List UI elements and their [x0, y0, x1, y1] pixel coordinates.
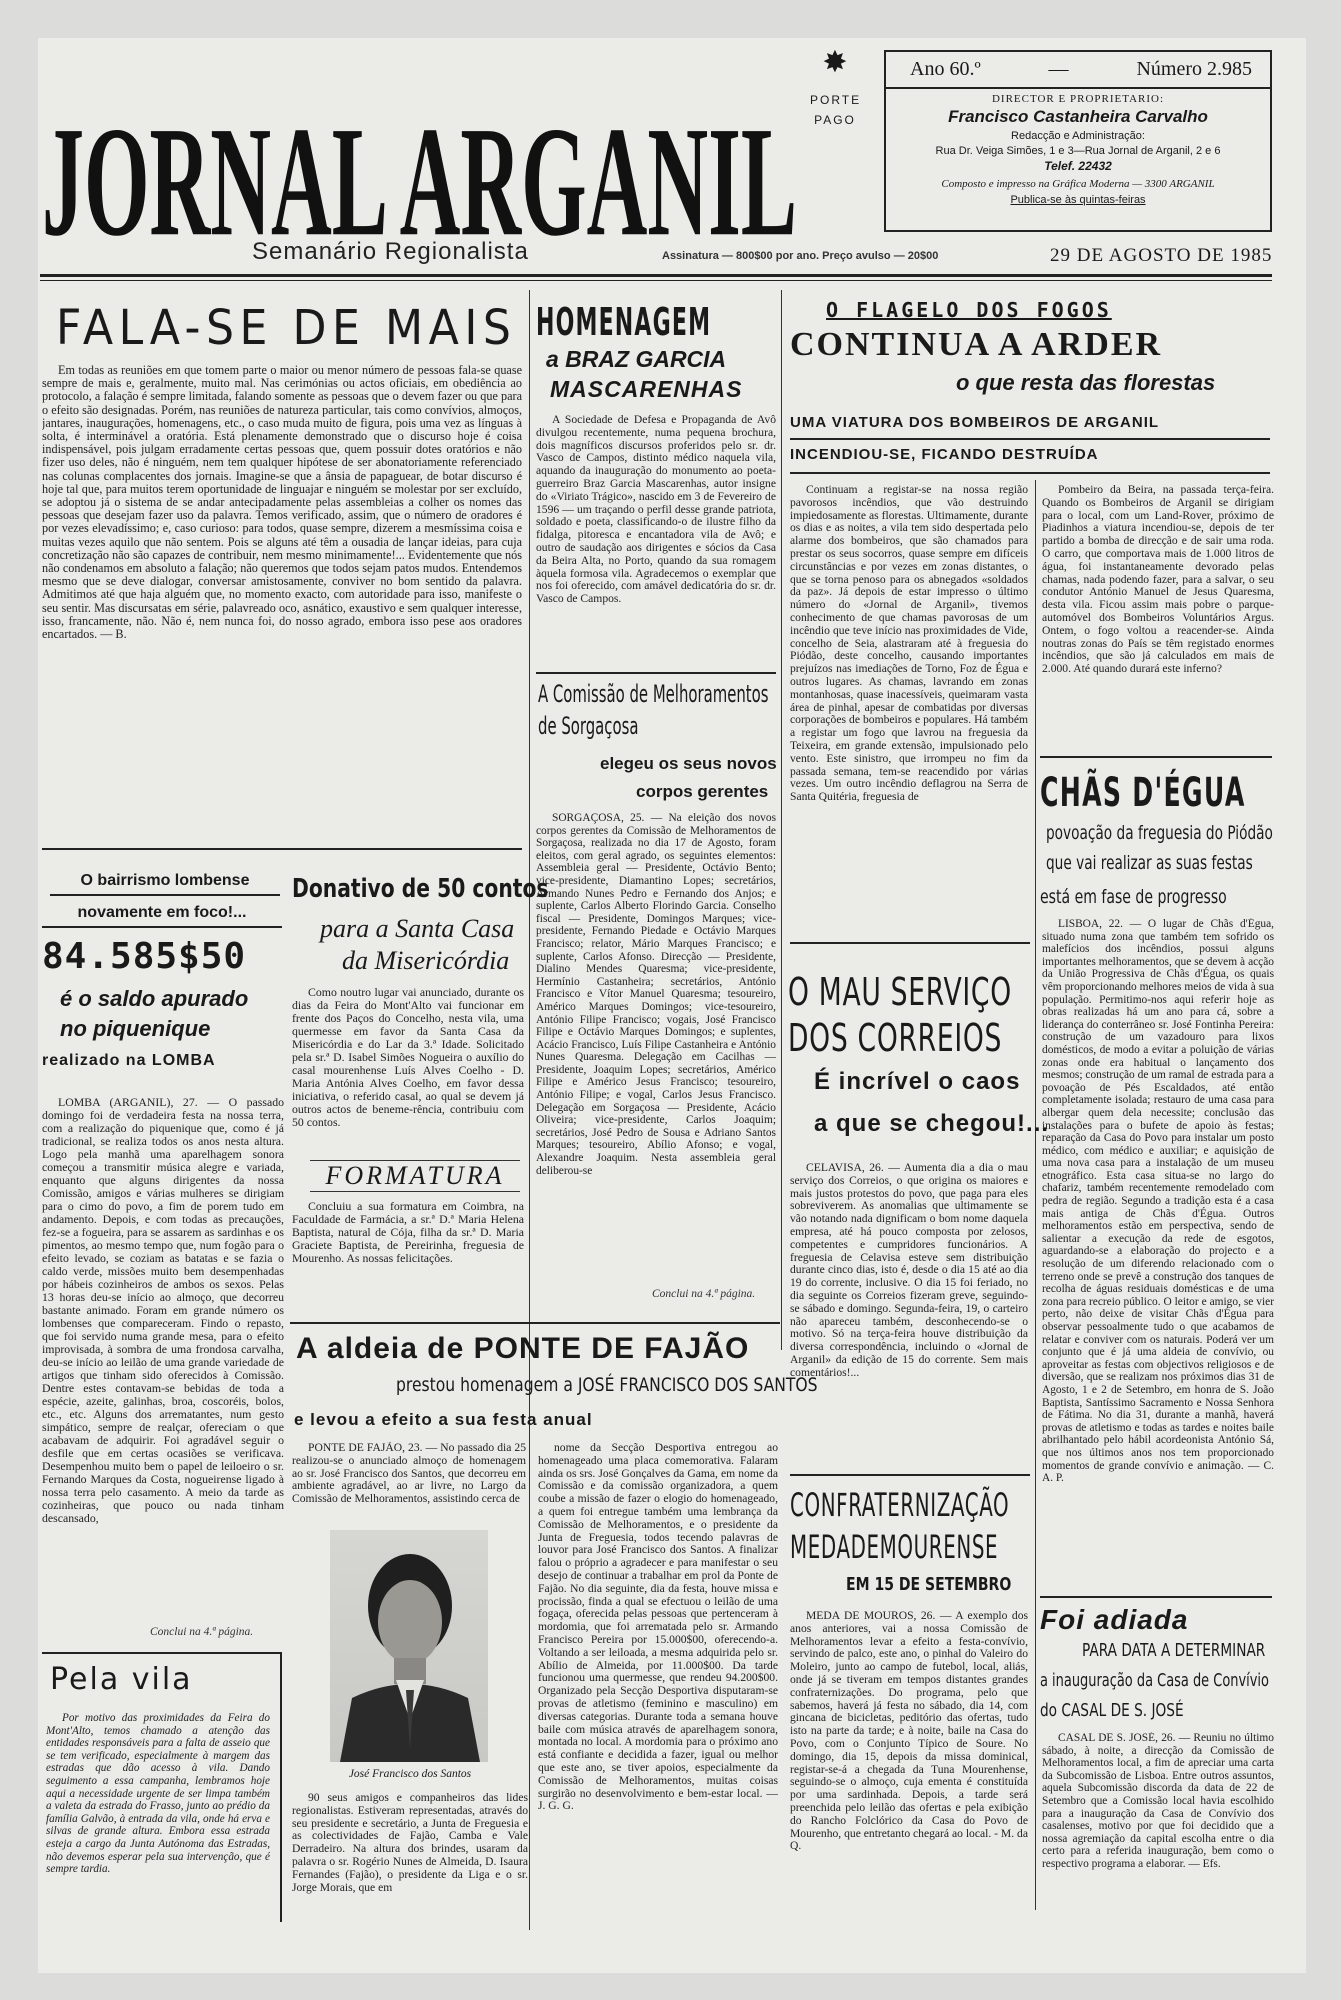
flagelo-sub: o que resta das florestas	[956, 370, 1216, 395]
bairrismo-line-2: no piquenique	[60, 1016, 211, 1041]
bairrismo-body: LOMBA (ARGANIL), 27. — O passado domingo foi de verdadeira festa na nossa terra, com a realização do piquenique que, como é já tradicional, se realiza todos os anos nesta altura. Logo pela manhã uma aparelhagem sonora começou a transmitir música alegre e variada, enquanto que alguns dirigentes da nossa Comissão, amigos e várias mulheres se dirigiam para o cimo do povo, a fim de porem tudo em andamento. Depois, e com todas as precauções, fez-se a fogueira, para se assarem as sardinhas e os pimentos, ao mesmo tempo que, num fogão para o efeito levado, se coziam as batatas e se fazia o caldo verde, missões muito bem desempenhadas por hábeis cozinheiros de ambos os sexos. Pelas 13 horas deu-se início ao almoço, que decorreu bastante animado. Foram em grande número os lombenses que compareceram. Findo o repasto, que foi servido numa grande mesa, para o efeito improvisada, à sombra de uma frondosa carvalha, deu-se início ao leilão de uma grande variedade de artigos que tinham sido oferecidos à Comissão. Dentre estes contavam-se bebidas de toda a espécie, azeite, galinhas, broa, coscoréis, bolos, etc., etc. Alguns dos arrematantes, num gesto simpático, sempre de realçar, ofereciam o que acabavam de adquirir. Foi agradável seguir o desfile que em certas ocasiões se verificava. Desempenhou muito bem o papel de leiloeiro o sr. Fernando Marques da Costa, nogueirense ligado à nossa terra pelo casamento. A meio da tarde as cozinheiras, que pouco ou nada tinham descansado,	[42, 1096, 284, 1525]
homenagem-body: A Sociedade de Defesa e Propaganda de Avô divulgou recentemente, numa pequena brochura, dois magníficos discursos proferidos pelo sr. dr. Vasco de Campos, distinto médico naquela vila, aquando da inauguração do monumento ao poeta-guerreiro Braz Garcia Mascarenhas, autor insigne do «Viriato Trágico», nascido em 3 de Fevereiro de 1596 — um traçando o perfil desse grande patriota, soldado e poeta, classificando-o de ilustre filho da fidalga, pitoresca e encantadora vila de Avô; e outro de saudação aos dirigentes e sócios da Casa da Beira Alta, no Porto, quando da sua romagem àquela formosa vila. Agradecemos o exemplar que nos foi oferecido, com amável dedicatória do sr. dr. Vasco de Campos.	[536, 414, 776, 606]
printer: Composto e impresso na Gráfica Moderna — 3300 ARGANIL	[941, 178, 1215, 190]
flagelo-line-2: INCENDIOU-SE, FICANDO DESTRUÍDA	[790, 446, 1099, 463]
confrat-title-2: MEDADEMOURENSE	[790, 1528, 999, 1566]
homenagem-title: HOMENAGEM	[536, 300, 712, 344]
comissao-title-2: de Sorgaçosa	[538, 712, 639, 740]
portrait-icon	[330, 1530, 488, 1762]
issue-number: Número 2.985	[1136, 58, 1252, 80]
aldeia-sub: prestou homenagem a JOSÉ FRANCISCO DOS SANTOS	[396, 1374, 818, 1396]
subscription: Assinatura — 800$00 por ano. Preço avulso — 20$00	[662, 250, 939, 262]
address: Rua Dr. Veiga Simões, 1 e 3—Rua Jornal de Arganil, 2 e 6	[935, 145, 1221, 157]
chas-sub-1: povoação da freguesia do Piódão	[1046, 822, 1273, 844]
correios-sub-1: É incrível o caos	[814, 1068, 1021, 1095]
comissao-sub-2: corpos gerentes	[636, 782, 769, 801]
phone: Telef. 22432	[1044, 159, 1112, 173]
masthead-subtitle: Semanário Regionalista	[252, 238, 529, 265]
aldeia-body-2: 90 seus amigos e companheiros das lides regionalistas. Estiveram representadas, através do seu presidente e secretário, a Junta de Freguesia e as colectividades de Fajão, Camba e Vale Derradeiro. Na altura dos brindes, usaram da palavra o sr. Rogério Nunes de Almeida, D. Isaura Fernandes (Fajão), o presidente da Liga e o sr. Jorge Morais, que em	[292, 1792, 528, 1894]
aldeia-photo	[330, 1530, 488, 1762]
svg-text:JORNAL ARGANIL: JORNAL ARGANIL	[42, 94, 797, 240]
redaction-label: Redacção e Administração:	[1011, 130, 1145, 142]
comissao-body: SORGAÇOSA, 25. — Na eleição dos novos corpos gerentes da Comissão de Melhoramentos de Sorgaçosa, realizada no dia 17 de Agosto, foram eleitos, com geral agrado, os seguintes elementos: Assembleia geral — Presidente, Octávio Bento; vice-presidente, Diamantino Lopes; secretários, Armando Nunes Pedro e Fernando dos Anjos; e suplente, Carlos Alberto Florindo Garcia. Conselho fiscal — Presidente, Domingos Marques; vice-presidente, Fernando Piedade e Octávio Marques Francisco; relator, Mário Marques Francisco; e suplente, Carlos Afonso. Direcção — Presidente, Dialino Mendes Quaresma; vice-presidente, Hermínio Castanheira; secretários, António Francisco e Vítor Manuel Quaresma; tesoureiro, Américo Marques Domingos; vice-tesoureiro, António Filipe Francisco; vogais, José Francisco Filipe e Octávio Marques Domingos; e suplentes, Acácio Francisco, Luís Filipe Castanheira e António Nunes Quaresma. Delegação em Cacilhas — Presidente, Joaquim Lopes; secretários, Américo Filipe e Américo Jesus Francisco; tesoureiro, António Filipe; e vogal, Carlos Jesus Francisco. Delegação em Sorgaçosa — Presidente, Acácio Oliveira; vice-presidente, Carlos Joaquim; secretários, José Pedro de Sousa e Adriano Santos Marques; tesoureiro, Abílio Afonso; e vogal, Alexandre Joaquim. Nesta assembleia geral deliberou-se	[536, 812, 776, 1177]
masthead-title	[42, 40, 802, 240]
correios-title-2: DOS CORREIOS	[788, 1016, 1003, 1060]
donativo-title: Donativo de 50 contos	[292, 874, 549, 904]
fala-title: FALA-SE DE MAIS	[56, 300, 517, 356]
issue-row: Ano 60.º — Número 2.985	[910, 58, 1252, 80]
director-label: DIRECTOR E PROPRIETARIO:	[991, 93, 1165, 105]
bairrismo-line-1: é o saldo apurado	[60, 986, 249, 1011]
confrat-sub: EM 15 DE SETEMBRO	[846, 1574, 1012, 1595]
chas-body: LISBOA, 22. — O lugar de Chãs d'Égua, situado numa zona que também tem sofrido os malefícios dos incêndios, possui alguns importantes melhoramentos, que se devem à acção da União Progressiva de Chãs d'Égua, os quais vêm proporcionando melhores meios de vida à sua população. Permitimo-nos aqui referir hoje as obras realizadas há um ano para cá, sobre a liderança do conterrâneo sr. José Fontinha Pereira: construção de um vazadouro para lixos domésticos, de modo a evitar a poluição de várias zonas onde era habitual o lançamento dos mesmos; construção de um ramal de estrada para a povoação de Pés Escaldados, até então completamente isolada; restauro de uma casa para albergar quem dela necessite; conclusão das instalações para o bufete de apoio às festas; reparação da Casa do Povo para instalar um posto médico, com médico e auxiliar; e aquisição de uma nova casa para a instalação de um museu etnográfico. Esta casa situa-se no largo do chafariz, também recentemente remodelado com pedra de região. Segundo a tradição esta é a casa mais antiga de Chãs d'Égua. Outros melhoramentos estão em perspectiva, sendo de salientar a execução da rede de esgotos, aguardando-se a elaboração do projecto e a resolução de um diferendo relacionado com o terreno onde se prevê a construção dos tanques de recolha de águas residuais domésticas e de uma zona para recreio público. O leitor e amigo, se vier perto, não deixe de visitar Chãs d'Égua para observar pessoalmente tudo o que acabamos de relatar e conviver com os naturais. Poderá ver um conjunto que é já uma aldeia de convívio, ou aproveitar as festas com objectivos religiosos e de diversão, que se realizam nos próximos dias 31 de Agosto, 1 e 2 de Setembro, em honra de S. João Baptista, Santíssimo Sacramento e Nossa Senhora de Fátima. No dia 31, durante a manhã, haverá provas de atletismo e todas as tardes e noites baile abrilhantado pelo hábil acordeonista António Sá, que nos últimos anos nos tem proporcionado momentos de grande convívio e animação. — C. A. P.	[1042, 918, 1274, 1485]
issue-date: 29 DE AGOSTO DE 1985	[1050, 245, 1273, 266]
vila-body: Por motivo das proximidades da Feira do Mont'Alto, temos chamado a atenção das entidades responsáveis para a falta de asseio que se tem verificado, especialmente à margem das estradas que dão acesso à vila. Dando seguimento a essa campanha, lembramos hoje aqui a necessidade urgente de ser limpa também a valeta da estrada do Frasso, junto ao prédio da família Galvão, à entrada da vila, onde há erva e silvas de grande altura. Embora essa estrada esteja a cargo da Junta Autónoma das Estradas, não devemos esperar pela sua intervenção, que é sempre tardia.	[46, 1712, 270, 1876]
adiada-title: Foi adiada	[1040, 1604, 1189, 1635]
bairrismo-amount: 84.585$50	[42, 936, 247, 977]
confrat-title-1: CONFRATERNIZAÇÃO	[790, 1486, 1010, 1524]
info-box	[884, 50, 1272, 232]
confrat-body: MEDA DE MOUROS, 26. — A exemplo dos anos anteriores, vai a nossa Comissão de Melhoramentos levar a efeito a festa-convívio, servindo de palco, este ano, o pinhal do Valeiro do Moleiro, junto ao campo de futebol, local, aliás, onde já se tiveram em tempos distantes grandes confraternizações. Do programa, pelo que sabemos, haverá já festa no sábado, dia 14, com gincana de bicicletas, peditório das ofertas, tudo isto na parte da tarde; e à noite, baile na Casa do Povo, com o Conjunto Típico de Soure. No domingo, dia 15, depois da missa dominical, registar-se-á a chegada da Tuna Mourenhense, seguindo-se o almoço, cuja ementa é constituída por uma sardinhada. Depois, a tarde será preenchida pelo leilão das ofertas e pela exibição do Rancho Folclórico da Casa do Povo de Mourenho, que entretanto chegará ao local. - M. da Q.	[790, 1610, 1028, 1853]
porte-pago: ✸ PORTE PAGO	[810, 46, 862, 127]
seal-icon: ✸	[822, 46, 848, 79]
comissao-title-1: A Comissão de Melhoramentos	[538, 680, 769, 708]
adiada-body: CASAL DE S. JOSÉ, 26. — Reuniu no último sábado, à noite, a direcção da Comissão de Melhoramentos local, a fim de apreciar uma carta da Subcomissão de Lisboa. Entre outros assuntos, aquela Subcomissão discorda da data de 22 de Setembro que a Comissão local havia escolhido para a inauguração da Casa de Convívio dos casalenses, motivo por que foi decidido que a nossa agremiação da capital escolha entre o dia certo para a referida inauguração, bem como o respectivo programa a elaborar. — Efs.	[1042, 1732, 1274, 1870]
flagelo-body-2: Pombeiro da Beira, na passada terça-feira. Quando os Bombeiros de Arganil se dirigiam para o local, com um Land-Rover, próximo de Piadinhos a viatura incendiou-se, depois de ter partido a bomba de direcção e de sair uma roda. O carro, que comportava mais de 1.000 litros de água, foi instantaneamente devorado pelas chamas, nada podendo fazer, para a salvar, o seu condutor António Manuel de Jesus Quaresma, desta vila. Ficou assim mais pobre o parque-automóvel dos Bombeiros Voluntários Argus. Ontem, o fogo voltou a reacender-se. Ainda noutras zonas do País se têm registado enormes incêndios, que são já calculados em mais de 2.000. Até quando durará este inferno?	[1042, 484, 1274, 676]
flagelo-line-1: UMA VIATURA DOS BOMBEIROS DE ARGANIL	[790, 414, 1160, 431]
aldeia-photo-caption: José Francisco dos Santos	[348, 1768, 472, 1780]
comissao-sub-1: elegeu os seus novos	[600, 754, 777, 773]
flagelo-title: CONTINUA A ARDER	[790, 326, 1163, 363]
bairrismo-continued: Conclui na 4.ª página.	[150, 1626, 254, 1638]
flagelo-kicker: O FLAGELO DOS FOGOS	[826, 298, 1112, 322]
donativo-sub-2: da Misericórdia	[342, 946, 510, 975]
adiada-sub-1: PARA DATA A DETERMINAR	[1082, 1640, 1266, 1661]
published-days: Publica-se às quintas-feiras	[1010, 194, 1146, 206]
adiada-sub-3: do CASAL DE S. JOSÉ	[1040, 1700, 1184, 1721]
chas-title: CHÃS D'ÉGUA	[1040, 770, 1246, 816]
masthead-logo	[42, 40, 802, 240]
masthead-rule	[40, 274, 1272, 277]
bairrismo-kicker-2: novamente em foco!...	[42, 904, 282, 928]
bairrismo-line-3: realizado na LOMBA	[42, 1052, 216, 1069]
homenagem-sub-1: a BRAZ GARCIA	[546, 346, 727, 372]
formatura-title: FORMATURA	[310, 1160, 520, 1192]
aldeia-sub-2: e levou a efeito a sua festa anual	[294, 1410, 593, 1429]
formatura-body: Concluiu a sua formatura em Coimbra, na Faculdade de Farmácia, a sr.ª D.ª Maria Helena Baptista, natural de Cója, filha da sr.ª D. Maria Graciete Baptista, de Pereirinha, freguesia de Mourenho. As nossas felicitações.	[292, 1200, 524, 1265]
aldeia-body-1: PONTE DE FAJÃO, 23. — No passado dia 25 realizou-se o anunciado almoço de homenagem ao sr. José Francisco dos Santos, que decorreu em ambiente agradável, ao ar livre, no Largo da Comissão de Melhoramentos, assistindo cerca de	[292, 1442, 526, 1506]
fala-body: Em todas as reuniões em que tomem parte o maior ou menor número de pessoas fala-se quase sempre de mais e, geralmente, muito mal. Nas cerimónias ou actos oficiais, em obediência ao protocolo, a falação é sempre limitada, falando somente as pessoas que o devem fazer ou que para o efeito são designadas. Porém, nas reuniões de natureza particular, tais como convívios, almoços, jantares, inaugurações, homenagens, etc., o caso muda muito de figura, pois uma vez as línguas à solta, é interminável a oratória. Está plenamente demonstrado que o discurso hoje é coisa indispensável, pois julgam erradamente certas pessoas que, quem possuir dotes oratórios e não fizer uso deles, não é ninguém, nem tem qualquer hipótese de ser abonatoriamente referenciado nas colunas complacentes dos jornais. Imagine-se que a ânsia de papaguear, de botar discurso é hoje tal que, para muitos terem oportunidade de linguajar e ninguém se molestar por ser excluído, se adoptou já o sistema de se andar antecipadamente pelas assembleias a colher os nomes das pessoas que desejam fazer uso da palavra. Temos verificado, assim, que o número de oradores é por vezes elevadíssimo; e, caso curioso: para todos, quase sempre, dizerem a mesmíssima coisa e muitas vezes aquilo que não sentem. Pois se alguns até têm a ousadia de lançar ideias, para cuja concretização não são capazes de contribuir, nem mesmo minimamente!... Evidentemente que nós não condenamos em absoluto a falação; não queremos que todos sejam patos mudos. Entendemos mesmo que se deve dialogar, conversar amistosamente, conviver no bom sentido da palavra. Admitimos até que haja alguém que, no momento exacto, com autoridade para isso, manifeste o seu sentir. Mas discursatas em série, palavreado oco, asnático, exaustivo e sem qualquer interesse, isso, francamente, não. Não é, nem nunca foi, do nosso agrado, embora isso pese aos oradores encartados. — B.	[42, 364, 522, 642]
donativo-sub-1: para a Santa Casa	[320, 914, 515, 943]
flagelo-body-1: Continuam a registar-se na nossa região pavorosos incêndios, que vão destruindo impiedosamente as florestas. Ultimamente, durante os dias e as noites, a vila tem sido despertada pelo alarme dos bombeiros, que são chamados para prestar os seus socorros, quase sempre em difíceis circunstâncias e por vezes em zonas distantes, o que se torna penoso para os abnegados «soldados da paz». Já depois de estar impresso o último número do «Jornal de Arganil», tivemos conhecimento de que chamas pavorosas de um incêndio que teve início nas proximidades de Vide, concelho de Seia, alastraram até à freguesia do Piódão, deste concelho, causando importantes prejuízos nas imediações de Torno, Foz de Égua e outros lugares. As chamas, lavrando em zonas montanhosas, quase inacessíveis, queimaram vasta área de pinhal, apesar de combatidas por diversas corporações de bombeiros e populares. Há também a registar um fogo que lavrou na freguesia da Teixeira, em grande extensão, impulsionado pelo vento. Este sinistro, que irrompeu no fim da passada semana, tem-se reacendido por várias vezes. Um outro incêndio deflagrou na Serra de Santa Quitéria, freguesia de	[790, 484, 1028, 804]
homenagem-sub-2: MASCARENHAS	[550, 376, 743, 402]
aldeia-body-3: nome da Secção Desportiva entregou ao homenageado uma placa comemorativa. Falaram ainda os srs. José Gonçalves da Gama, em nome da Comissão e da comissão organizadora, a quem coube a missão de fazer o elogio do homenageado, a quem foi entregue também uma lembrança da Comissão de Melhoramentos, e o presidente da Junta de Freguesia, todos tecendo palavras de louvor para José Francisco dos Santos. A finalizar falou o próprio a agradecer e para manifestar o seu desejo de continuar a trabalhar em prol da Ponte de Fajão. No dia seguinte, dia da festa, houve missa e procissão, finda a qual se efectuou o leilão de uma fogaça, oferecida pelas pessoas que pertenceram à mordomia, que foi arrematada pelo sr. Armando Francisco Pereira por 15.000$00, oferecendo-a. Voltando a ser leiloada, a mesma adquirida pelo sr. Abílio de Almeida, por 11.000$00. Da tarde funcionou uma quermesse, que rendeu 94.200$00. Organizado pela Secção Desportiva disputaram-se provas de atletismo (feminino e masculino) em diversas categorias. Durante toda a semana houve baile com música através de aparelhagem sonora, montada no local. A mordomia para o próximo ano está confiante e decidida a fazer, igual ou melhor que este ano, se tiver apoios, especialmente da Comissão de Melhoramentos, muitas coisas surgirão no desenvolvimento e bem-estar local. — J. G. G.	[538, 1442, 778, 1813]
issue-year: Ano 60.º	[910, 58, 981, 80]
correios-sub-2: a que se chegou!...	[814, 1110, 1050, 1137]
adiada-sub-2: a inauguração da Casa de Convívio	[1040, 1670, 1269, 1691]
chas-sub-3: está em fase de progresso	[1040, 886, 1227, 908]
correios-title-1: O MAU SERVIÇO	[788, 970, 1012, 1014]
vila-title: Pela vila	[50, 1662, 193, 1697]
director-name: Francisco Castanheira Carvalho	[948, 107, 1208, 126]
comissao-continued: Conclui na 4.ª página.	[652, 1288, 756, 1300]
chas-sub-2: que vai realizar as suas festas	[1046, 852, 1253, 874]
aldeia-title: A aldeia de PONTE DE FAJÃO	[296, 1332, 750, 1365]
donativo-body: Como noutro lugar vai anunciado, durante os dias da Feira do Mont'Alto vai funcionar em frente dos Paços do Concelho, nesta vila, uma quermesse em favor da Santa Casa da Misericórdia e do Lar da 3.ª Idade. Solicitado pela sr.ª D. Isabel Simões Nogueira o auxílio do casal mourenhense Luís Alves Coelho - D. Maria Antónia Alves Coelho, em favor dessa iniciativa, o referido casal, ao qual se devem já outros actos de beneme-rência, contribuiu com 50 contos.	[292, 986, 524, 1129]
bairrismo-kicker-1: O bairrismo lombense	[50, 872, 280, 896]
correios-body: CELAVISA, 26. — Aumenta dia a dia o mau serviço dos Correios, o que origina os maiores e mais justos protestos do povo, que paga para eles sobreviverem. As anomalias que ultimamente se vão notando nada dignificam o bom nome daquela empresa, até há pouco composta por zelosos, competentes e cumpridores funcionários. A freguesia de Celavisa esteve sem distribuição durante cinco dias, isto é, desde o dia 15 até ao dia 19 do corrente, inclusive. O dia 15 foi feriado, no dia seguinte os Correios fizeram greve, seguindo-se sábado e domingo. Segunda-feira, 19, o carteiro não apareceu também, desconhecendo-se o motivo. Só na terça-feira houve distribuição da diversa correspondência, incluindo o «Jornal de Arganil» da edição de 15 do corrente. Sem mais comentários!...	[790, 1162, 1028, 1379]
